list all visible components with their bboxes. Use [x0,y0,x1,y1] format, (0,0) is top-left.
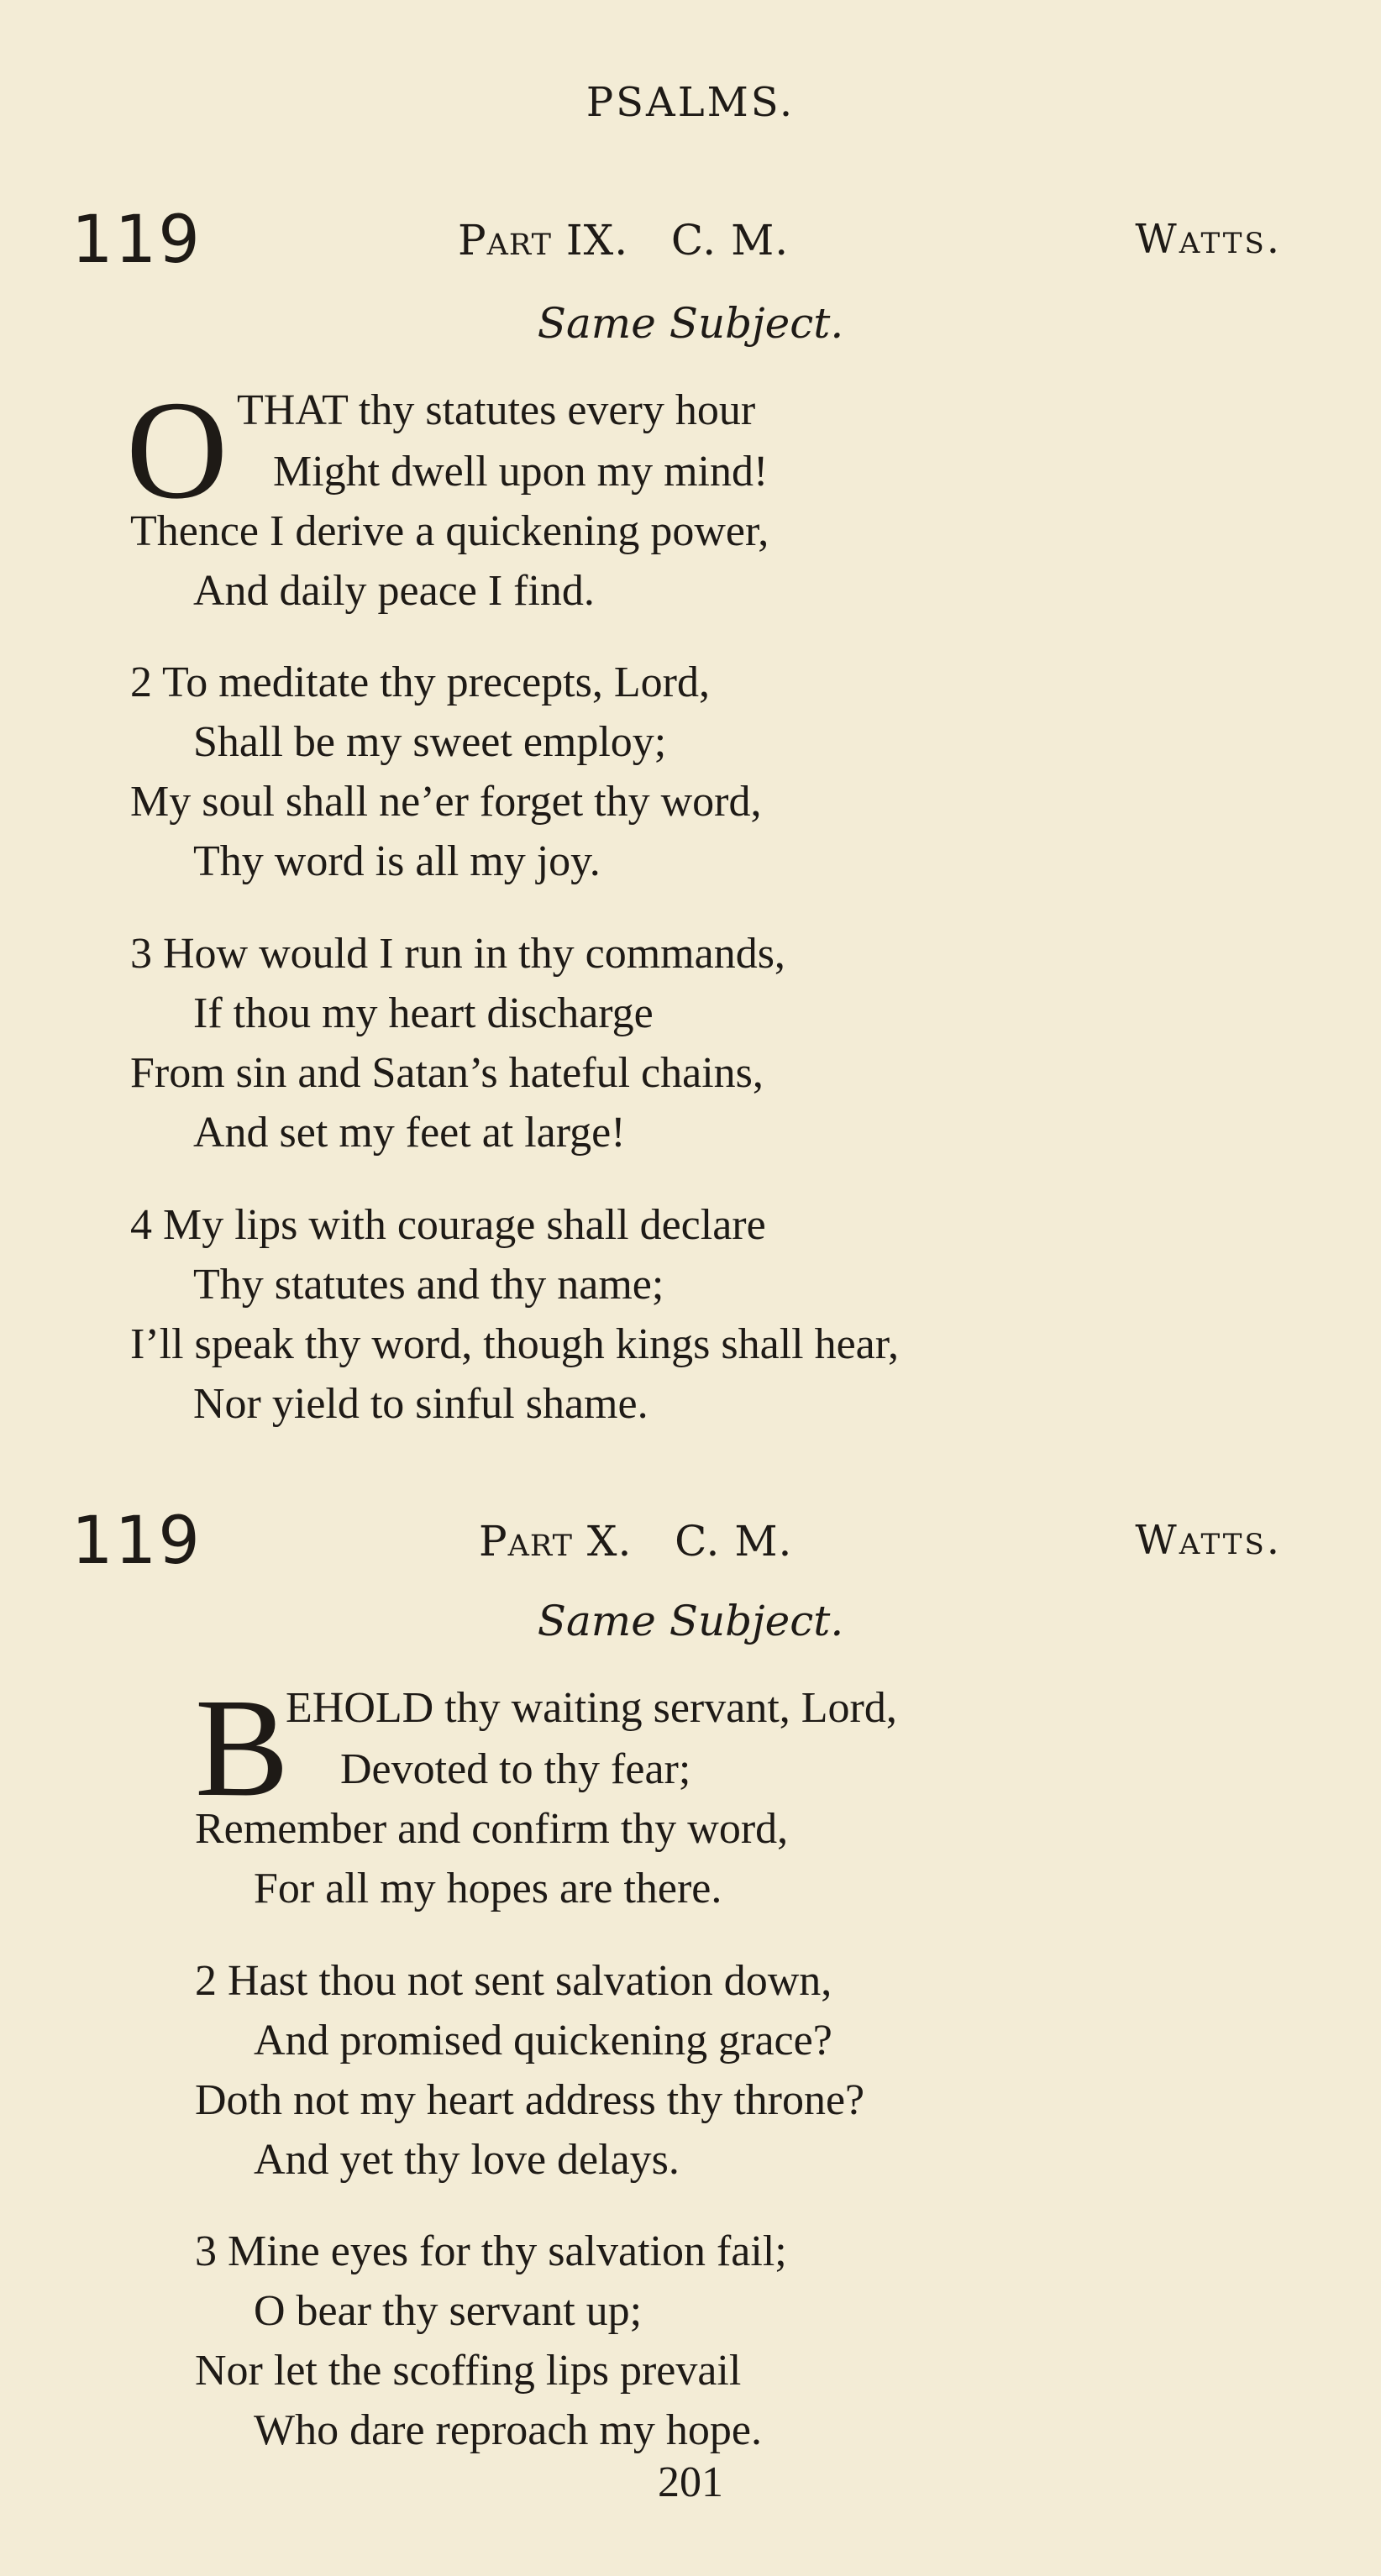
verse-line: If thou my heart discharge [193,989,654,1037]
verse-line: 2 To meditate thy precepts, Lord, [130,658,710,706]
page-number: 201 [658,2458,723,2506]
drop-cap: O [126,372,228,528]
hymn-author: Watts. [1135,216,1282,263]
verse-line: Devoted to thy fear; [340,1745,691,1793]
hymn-header [0,1503,1381,1579]
verse-line: Doth not my heart address thy throne? [195,2076,865,2124]
verse-line: Who dare reproach my hope. [254,2406,762,2454]
verse-line: Thence I derive a quickening power, [130,507,769,555]
verse-line: Remember and confirm thy word, [195,1805,789,1853]
verse-line: I’ll speak thy word, though kings shall hear, [130,1320,899,1368]
verse-line: THAT thy statutes every hour [237,386,756,434]
verse-line: Shall be my sweet employ; [193,718,667,766]
verse-line: From sin and Satan’s hateful chains, [130,1049,764,1097]
verse-line: Nor yield to sinful shame. [193,1380,648,1428]
hymn-number: 119 [71,202,202,278]
verse-line: EHOLD thy waiting servant, Lord, [286,1684,897,1732]
verse-line: And daily peace I find. [193,567,595,615]
verse-line: For all my hopes are there. [254,1865,722,1912]
verse-line: And promised quickening grace? [254,2017,832,2064]
verse-line: And set my feet at large! [193,1109,626,1157]
verse-line: Thy statutes and thy name; [193,1261,664,1309]
hymn-subtitle: Same Subject. [537,299,844,348]
verse-line: 4 My lips with courage shall declare [130,1201,766,1249]
hymn-part-meter: Part IX. C. M. [458,216,790,265]
verse-line: O bear thy servant up; [254,2287,643,2335]
running-head: PSALMS. [585,79,796,126]
hymn-subtitle: Same Subject. [537,1597,844,1645]
verse-line: My soul shall ne’er forget thy word, [130,778,762,826]
verse-line: 3 How would I run in thy commands, [130,930,785,978]
hymn-author: Watts. [1135,1517,1282,1564]
verse-line: 3 Mine eyes for thy salvation fail; [195,2227,787,2275]
hymn-number: 119 [71,1503,202,1579]
drop-cap: B [195,1670,290,1826]
verse-line: Nor let the scoffing lips prevail [195,2347,742,2395]
verse-line: Might dwell upon my mind! [273,448,769,496]
verse-line: And yet thy love delays. [254,2136,680,2184]
verse-line: 2 Hast thou not sent salvation down, [195,1957,832,2005]
hymn-part-meter: Part X. C. M. [479,1517,793,1566]
hymn-header [0,202,1381,278]
verse-line: Thy word is all my joy. [193,837,601,885]
